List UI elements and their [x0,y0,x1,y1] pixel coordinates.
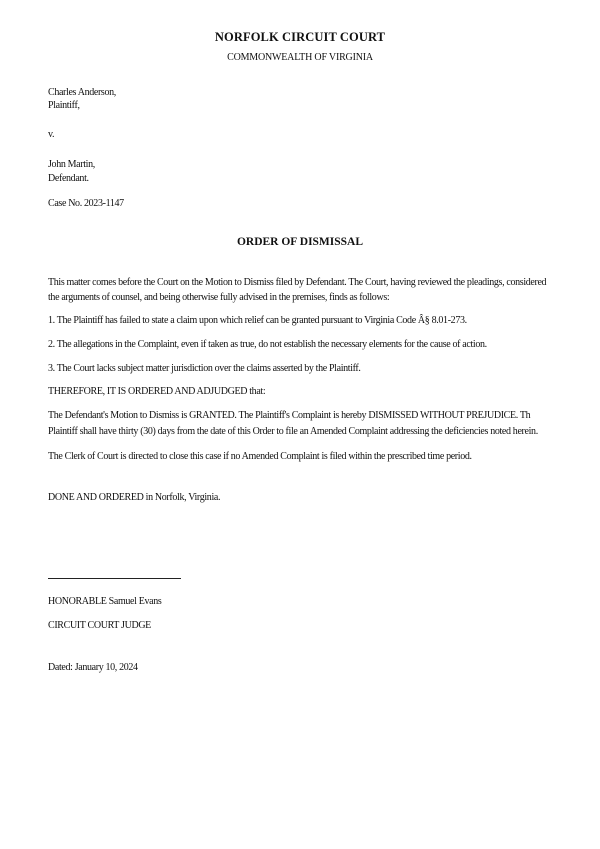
court-name: NORFOLK CIRCUIT COURT [214,30,386,44]
signature-line [48,578,181,579]
judge-title: CIRCUIT COURT JUDGE [48,620,151,631]
order-title: ORDER OF DISMISSAL [236,236,364,248]
versus: v. [48,129,55,140]
clerk-directive: The Clerk of Court is directed to close this case if no Amended Complaint is filed within the prescribed time period. [48,451,472,462]
defendant-name: John Martin, [48,159,95,170]
jurisdiction: COMMONWEALTH OF VIRGINIA [227,52,373,63]
therefore-clause: THEREFORE, IT IS ORDERED AND ADJUDGED that: [48,386,266,397]
plaintiff-name: Charles Anderson, [48,87,116,98]
intro-line-2: the arguments of counsel, and being otherwise fully advised in the premises, finds as follows: [48,292,390,303]
plaintiff-role: Plaintiff, [48,100,80,111]
done-and-ordered: DONE AND ORDERED in Norfolk, Virginia. [48,492,221,503]
judge-name: HONORABLE Samuel Evans [48,596,162,607]
finding-2: 2. The allegations in the Complaint, even if taken as true, do not establish the necessary elements for the cause of action. [48,339,487,350]
finding-1: 1. The Plaintiff has failed to state a claim upon which relief can be granted pursuant to Virginia Code Â§ 8.01-273. [48,315,467,326]
case-number: Case No. 2023-1147 [48,198,124,209]
ruling-line-2: Plaintiff shall have thirty (30) days from the date of this Order to file an Amended Complaint addressing the deficiencies noted herein. [48,426,538,437]
ruling-line-1: The Defendant's Motion to Dismiss is GRANTED. The Plaintiff's Complaint is hereby DISMISSED WITHOUT PREJUDICE. Th [48,410,531,421]
defendant-role: Defendant. [48,173,89,184]
finding-3: 3. The Court lacks subject matter jurisdiction over the claims asserted by the Plaintiff. [48,363,361,374]
intro-line-1: This matter comes before the Court on the Motion to Dismiss filed by Defendant. The Court, having reviewed the pleadings, considered [48,277,547,288]
dated-line: Dated: January 10, 2024 [48,662,138,673]
